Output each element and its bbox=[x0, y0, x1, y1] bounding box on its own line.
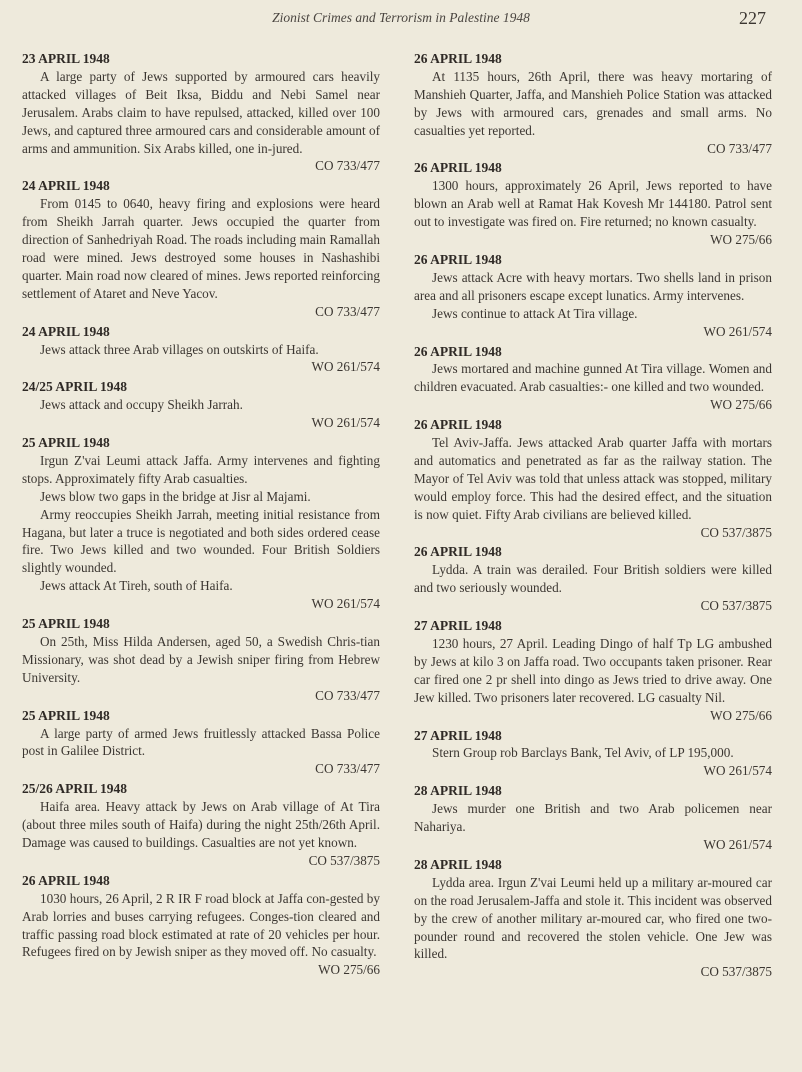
entry-paragraph: A large party of Jews supported by armoured cars heavily attacked villages of Beit Iksa, Biddu and Nebi Samel near Jerusalem. Arabs claim to have repulsed, attacked, killed over 100 Jews, and captured three armoured cars and considerable amount of arms and ammunition. Six Arabs killed, one in-jured. bbox=[22, 68, 380, 156]
entry-date: 26 APRIL 1948 bbox=[414, 417, 502, 433]
source-reference: CO 733/477 bbox=[315, 303, 380, 319]
entry-date: 24 APRIL 1948 bbox=[22, 178, 110, 194]
diary-entry bbox=[22, 50, 380, 175]
source-reference: WO 261/574 bbox=[311, 359, 380, 375]
entry-date: 25 APRIL 1948 bbox=[22, 707, 110, 723]
source-reference: WO 275/66 bbox=[710, 397, 772, 413]
entry-paragraph: On 25th, Miss Hilda Andersen, aged 50, a Swedish Chris-tian Missionary, was shot dead by a Jewish sniper firing from Hebrew University. bbox=[22, 634, 380, 685]
diary-entry bbox=[22, 615, 380, 705]
entry-date: 23 APRIL 1948 bbox=[22, 51, 110, 66]
entry-paragraph: Irgun Z'vai Leumi attack Jaffa. Army intervenes and fighting stops. Approximately fifty Arab casualties. bbox=[22, 452, 380, 486]
entry-paragraph: Haifa area. Heavy attack by Jews on Arab village of At Tira (about three miles south of Haifa) during the night 25th/26th April. Damage was caused to buildings. Casualties are not yet known. bbox=[22, 799, 380, 850]
source-reference: WO 261/574 bbox=[311, 596, 380, 612]
entry-paragraph: Jews murder one British and two Arab policemen near Nahariya. bbox=[414, 801, 772, 835]
entry-paragraph: At 1135 hours, 26th April, there was heavy mortaring of Manshieh Quarter, Jaffa, and Manshieh Police Station was attacked by Jews with armoured cars, grenades and small arms. No casualties yet reported. bbox=[414, 68, 772, 138]
diary-entry bbox=[414, 727, 772, 781]
entry-date: 27 APRIL 1948 bbox=[414, 618, 502, 634]
entry-date: 24 APRIL 1948 bbox=[22, 323, 110, 339]
entry-date: 26 APRIL 1948 bbox=[22, 872, 110, 888]
diary-entry bbox=[414, 416, 772, 541]
right-column bbox=[414, 50, 772, 983]
entry-paragraph: Lydda area. Irgun Z'vai Leumi held up a military ar-moured car on the road Jerusalem-Jaffa and stole it. This incident was observed by the crew of another military ar-moured car, who fired one two-pounder round and recovered the stolen vehicle. One Jew was killed. bbox=[414, 874, 772, 962]
diary-entry bbox=[22, 378, 380, 432]
entry-paragraph: Jews attack At Tireh, south of Haifa. bbox=[40, 578, 233, 594]
entry-date: 26 APRIL 1948 bbox=[414, 343, 502, 359]
source-reference: WO 261/574 bbox=[703, 323, 772, 339]
diary-entry bbox=[414, 343, 772, 415]
entry-paragraph: Jews attack Acre with heavy mortars. Two shells land in prison area and all prisoners escape except lunatics. Army intervenes. bbox=[414, 269, 772, 303]
entry-date: 25 APRIL 1948 bbox=[22, 616, 110, 632]
source-reference: WO 275/66 bbox=[710, 232, 772, 248]
entry-date: 24/25 APRIL 1948 bbox=[22, 379, 128, 395]
diary-entry bbox=[414, 543, 772, 615]
diary-entry bbox=[22, 323, 380, 377]
diary-entry bbox=[414, 50, 772, 157]
source-reference: CO 537/3875 bbox=[700, 524, 772, 540]
source-reference: WO 275/66 bbox=[318, 962, 380, 978]
entry-paragraph: Tel Aviv-Jaffa. Jews attacked Arab quarter Jaffa with mortars and automatics and penetrated as far as the railway station. The Mayor of Tel Aviv was told that unless attack was stopped, military would employ force. This had the desired effect, and the situation is now quiet. Fifty Arab civilians are believed killed. bbox=[414, 435, 772, 522]
diary-entry bbox=[414, 617, 772, 724]
entry-paragraph: 1030 hours, 26 April, 2 R IR F road block at Jaffa con-gested by Arab lorries and buses carrying refugees. Conges-tion cleared and traffic passing road block estimated at rate of 20 vehicles per hour. Refugees fired on by Jewish sniper as they moved off. No casualty. bbox=[22, 890, 380, 960]
entry-date: 25/26 APRIL 1948 bbox=[22, 781, 128, 797]
page-header bbox=[0, 8, 802, 32]
entry-date: 28 APRIL 1948 bbox=[414, 783, 502, 799]
source-reference: CO 537/3875 bbox=[700, 598, 772, 614]
entry-paragraph: Jews attack and occupy Sheikh Jarrah. bbox=[40, 397, 243, 413]
source-reference: CO 733/477 bbox=[707, 140, 772, 156]
entry-paragraph: Jews continue to attack At Tira village. bbox=[432, 305, 638, 321]
source-reference: WO 261/574 bbox=[703, 763, 772, 779]
diary-entry bbox=[414, 159, 772, 249]
entry-paragraph: Jews attack three Arab villages on outskirts of Haifa. bbox=[40, 341, 319, 357]
entry-paragraph: 1300 hours, approximately 26 April, Jews reported to have blown an Arab well at Ramat Hak Kovesh Mr 144180. Patrol sent out to investigate was fired on. Fire returned; no known casualty. bbox=[414, 178, 772, 230]
diary-entry bbox=[22, 872, 380, 979]
diary-entry bbox=[22, 177, 380, 320]
entry-date: 26 APRIL 1948 bbox=[414, 51, 502, 66]
entry-paragraph: From 0145 to 0640, heavy firing and explosions were heard from Sheikh Jarrah quarter. Jews occupied the quarter from direction of Sanhedriyah Road. The roads including main Ramallah road were mined. Jews destroyed some houses in Nashashibi quarter. Main road now cleared of mines. Jews reported reinforcing settlement of Ataret and Neve Yacov. bbox=[22, 196, 380, 301]
entry-date: 26 APRIL 1948 bbox=[414, 160, 502, 176]
entry-paragraph: A large party of armed Jews fruitlessly attacked Bassa Police post in Galilee District. bbox=[22, 725, 380, 759]
source-reference: WO 261/574 bbox=[703, 836, 772, 852]
diary-entry bbox=[22, 434, 380, 613]
entry-date: 27 APRIL 1948 bbox=[414, 727, 502, 743]
entry-date: 25 APRIL 1948 bbox=[22, 435, 110, 451]
source-reference: WO 261/574 bbox=[311, 415, 380, 431]
entry-paragraph: Stern Group rob Barclays Bank, Tel Aviv, of LP 195,000. bbox=[432, 745, 734, 761]
entry-date: 26 APRIL 1948 bbox=[414, 251, 502, 267]
source-reference: WO 275/66 bbox=[710, 707, 772, 723]
entry-date: 28 APRIL 1948 bbox=[414, 856, 502, 872]
source-reference: CO 537/3875 bbox=[700, 964, 772, 980]
source-reference: CO 733/477 bbox=[315, 687, 380, 703]
entry-paragraph: 1230 hours, 27 April. Leading Dingo of half Tp LG ambushed by Jews at kilo 3 on Jaffa road. Two occupants taken prisoner. Rear car fired one 2 pr shell into dingo as Jews tried to drive away. One Jew killed. Two prisoners later recovered. LG casualty Nil. bbox=[414, 636, 772, 705]
page-number: 227 bbox=[739, 8, 766, 28]
entry-date: 26 APRIL 1948 bbox=[414, 544, 502, 560]
entry-paragraph: Jews mortared and machine gunned At Tira village. Women and children evacuated. Arab casualties:- one killed and two wounded. bbox=[414, 361, 772, 395]
diary-entry bbox=[414, 856, 772, 981]
source-reference: CO 537/3875 bbox=[308, 852, 380, 868]
left-column bbox=[22, 50, 380, 981]
source-reference: CO 733/477 bbox=[315, 158, 380, 174]
entry-paragraph: Jews blow two gaps in the bridge at Jisr al Majami. bbox=[40, 488, 311, 504]
entry-paragraph: Army reoccupies Sheikh Jarrah, meeting initial resistance from Hagana, but later a truce is negotiated and both sides ordered cease fire. Two Jews killed and two wounded. Four British Soldiers slightly wounded. bbox=[22, 506, 380, 576]
diary-entry bbox=[414, 251, 772, 341]
diary-entry bbox=[414, 782, 772, 854]
source-reference: CO 733/477 bbox=[315, 761, 380, 777]
diary-entry bbox=[22, 707, 380, 779]
entry-paragraph: Lydda. A train was derailed. Four British soldiers were killed and two seriously wounded. bbox=[414, 562, 772, 596]
diary-entry bbox=[22, 780, 380, 870]
running-title: Zionist Crimes and Terrorism in Palestine 1948 bbox=[272, 10, 530, 25]
